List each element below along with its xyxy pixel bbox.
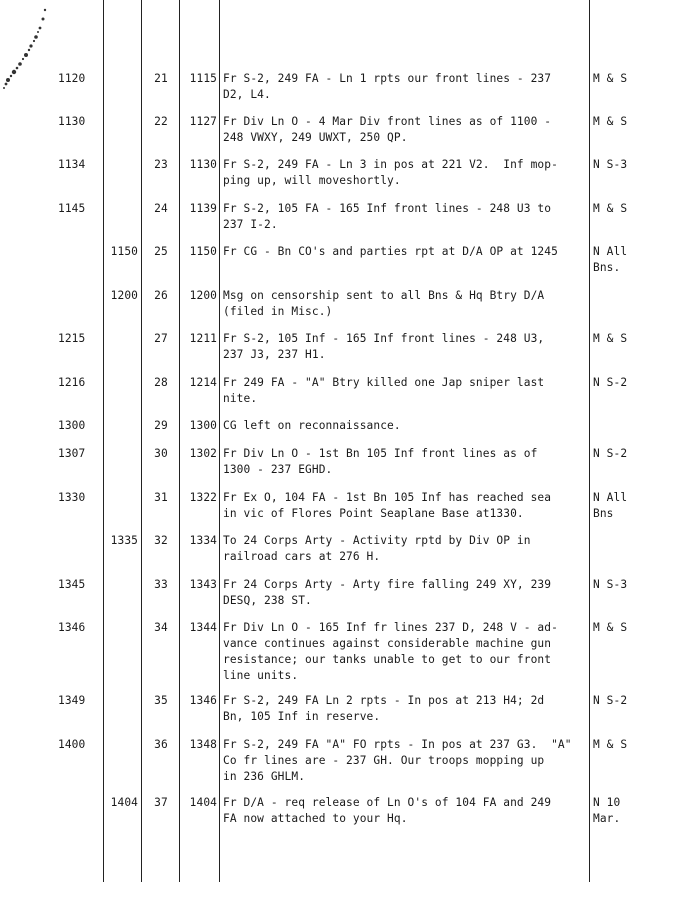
disposition: M & S: [593, 621, 628, 634]
time-in: 1134: [58, 158, 86, 171]
time-in: 1120: [58, 72, 86, 85]
disposition: M & S: [593, 332, 628, 345]
serial-number: 31: [154, 491, 168, 504]
message-text: To 24 Corps Arty - Activity rptd by Div OP in railroad cars at 276 H.: [223, 534, 531, 563]
punch-hole-mark: [0, 0, 48, 90]
message-text: Fr 24 Corps Arty - Arty fire falling 249 XY, 239 DESQ, 238 ST.: [223, 578, 552, 607]
disposition: N All Bns: [593, 491, 628, 520]
message-text: Fr Div Ln O - 4 Mar Div front lines as of 1100 - 248 VWXY, 249 UWXT, 250 QP.: [223, 115, 552, 144]
serial-number: 34: [154, 621, 168, 634]
message-text: Fr Div Ln O - 165 Inf fr lines 237 D, 248 V - ad- vance continues against considerable machine gun resistance; our tanks unable to get to our front line units.: [223, 621, 558, 682]
serial-number: 28: [154, 376, 168, 389]
message-time: 1343: [189, 578, 217, 591]
serial-number: 21: [154, 72, 168, 85]
serial-number: 25: [154, 245, 168, 258]
time-in: 1307: [58, 447, 86, 460]
disposition: M & S: [593, 202, 628, 215]
message-time: 1127: [189, 115, 217, 128]
message-time: 1334: [189, 534, 217, 547]
serial-number: 30: [154, 447, 168, 460]
message-text: Msg on censorship sent to all Bns & Hq Btry D/A (filed in Misc.): [223, 289, 545, 318]
serial-number: 26: [154, 289, 168, 302]
message-time: 1214: [189, 376, 217, 389]
column-rule-4: [219, 0, 220, 882]
serial-number: 22: [154, 115, 168, 128]
time-in: 1400: [58, 738, 86, 751]
time-in: 1145: [58, 202, 86, 215]
serial-number: 24: [154, 202, 168, 215]
message-time: 1150: [189, 245, 217, 258]
disposition: N S-3: [593, 158, 628, 171]
message-time: 1322: [189, 491, 217, 504]
message-time: 1344: [189, 621, 217, 634]
message-text: Fr S-2, 105 FA - 165 Inf front lines - 248 U3 to 237 I-2.: [223, 202, 552, 231]
time-in: 1346: [58, 621, 86, 634]
message-text: Fr 249 FA - "A" Btry killed one Jap sniper last nite.: [223, 376, 545, 405]
message-text: Fr Ex O, 104 FA - 1st Bn 105 Inf has reached sea in vic of Flores Point Seaplane Base at1330.: [223, 491, 552, 520]
serial-number: 32: [154, 534, 168, 547]
message-text: Fr S-2, 105 Inf - 165 Inf front lines - 248 U3, 237 J3, 237 H1.: [223, 332, 545, 361]
serial-number: 33: [154, 578, 168, 591]
time-in: 1300: [58, 419, 86, 432]
column-rule-2: [141, 0, 142, 882]
message-text: Fr CG - Bn CO's and parties rpt at D/A OP at 1245: [223, 245, 558, 258]
serial-number: 36: [154, 738, 168, 751]
serial-number: 35: [154, 694, 168, 707]
disposition: M & S: [593, 738, 628, 751]
message-time: 1130: [189, 158, 217, 171]
message-text: Fr S-2, 249 FA Ln 2 rpts - In pos at 213 H4; 2d Bn, 105 Inf in reserve.: [223, 694, 545, 723]
column-rule-1: [103, 0, 104, 882]
message-time: 1115: [189, 72, 217, 85]
serial-number: 27: [154, 332, 168, 345]
serial-number: 29: [154, 419, 168, 432]
time-in: 1130: [58, 115, 86, 128]
time-in: 1216: [58, 376, 86, 389]
message-time: 1346: [189, 694, 217, 707]
disposition: N S-2: [593, 447, 628, 460]
message-time: 1139: [189, 202, 217, 215]
time-in: 1345: [58, 578, 86, 591]
time-out: 1200: [110, 289, 138, 302]
time-out: 1335: [110, 534, 138, 547]
disposition: N All Bns.: [593, 245, 628, 274]
message-text: Fr S-2, 249 FA "A" FO rpts - In pos at 237 G3. "A" Co fr lines are - 237 GH. Our troops mopping up in 236 GHLM.: [223, 738, 572, 783]
time-out: 1150: [110, 245, 138, 258]
message-text: Fr D/A - req release of Ln O's of 104 FA and 249 FA now attached to your Hq.: [223, 796, 552, 825]
disposition: N S-3: [593, 578, 628, 591]
time-out: 1404: [110, 796, 138, 809]
disposition: M & S: [593, 115, 628, 128]
message-text: Fr Div Ln O - 1st Bn 105 Inf front lines as of 1300 - 237 EGHD.: [223, 447, 538, 476]
disposition: N 10 Mar.: [593, 796, 621, 825]
message-time: 1348: [189, 738, 217, 751]
message-text: Fr S-2, 249 FA - Ln 3 in pos at 221 V2. Inf mop- ping up, will moveshortly.: [223, 158, 558, 187]
time-in: 1215: [58, 332, 86, 345]
message-time: 1302: [189, 447, 217, 460]
message-text: Fr S-2, 249 FA - Ln 1 rpts our front lines - 237 D2, L4.: [223, 72, 552, 101]
serial-number: 37: [154, 796, 168, 809]
message-time: 1404: [189, 796, 217, 809]
disposition: N S-2: [593, 694, 628, 707]
message-time: 1211: [189, 332, 217, 345]
time-in: 1330: [58, 491, 86, 504]
message-time: 1200: [189, 289, 217, 302]
message-text: CG left on reconnaissance.: [223, 419, 401, 432]
serial-number: 23: [154, 158, 168, 171]
time-in: 1349: [58, 694, 86, 707]
disposition: M & S: [593, 72, 628, 85]
disposition: N S-2: [593, 376, 628, 389]
message-time: 1300: [189, 419, 217, 432]
column-rule-5: [589, 0, 590, 882]
